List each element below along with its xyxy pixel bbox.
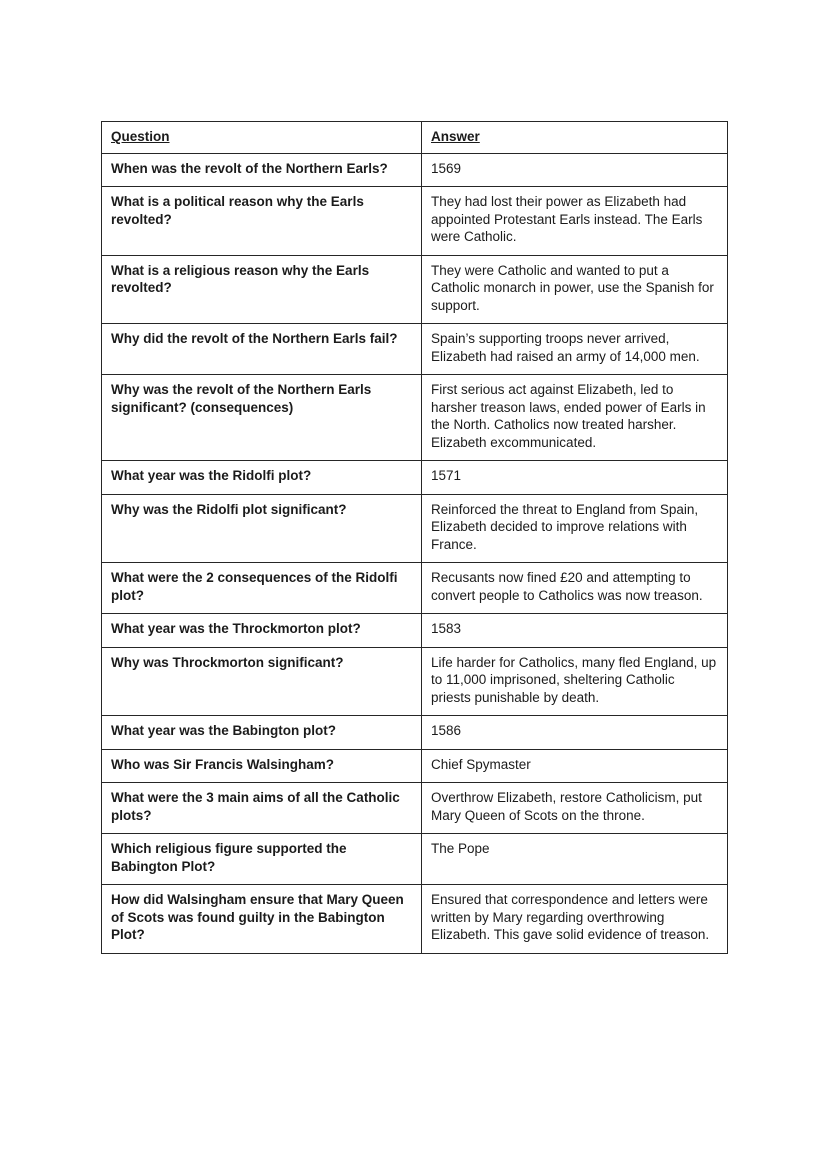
table-header-row (102, 122, 728, 154)
answer-cell: First serious act against Elizabeth, led to harsher treason laws, ended power of Earls in the North. Catholics now treated harsher. Elizabeth excommunicated. (422, 375, 728, 461)
question-cell: What year was the Babington plot? (102, 716, 422, 750)
question-cell: Which religious figure supported the Babington Plot? (102, 834, 422, 885)
question-cell: What is a political reason why the Earls revolted? (102, 187, 422, 256)
question-cell: What year was the Throckmorton plot? (102, 614, 422, 648)
table-row (102, 647, 728, 716)
answer-cell: Recusants now fined £20 and attempting to convert people to Catholics was now treason. (422, 563, 728, 614)
answer-cell: 1571 (422, 461, 728, 495)
table-row (102, 614, 728, 648)
table-row (102, 563, 728, 614)
answer-cell: Overthrow Elizabeth, restore Catholicism, put Mary Queen of Scots on the throne. (422, 783, 728, 834)
table-body (102, 153, 728, 953)
answer-cell: Spain’s supporting troops never arrived, Elizabeth had raised an army of 14,000 men. (422, 324, 728, 375)
table-row (102, 716, 728, 750)
answer-cell: Reinforced the threat to England from Spain, Elizabeth decided to improve relations with France. (422, 494, 728, 563)
table-row (102, 375, 728, 461)
answer-cell: The Pope (422, 834, 728, 885)
question-cell: Why was Throckmorton significant? (102, 647, 422, 716)
answer-cell: 1583 (422, 614, 728, 648)
answer-cell: They were Catholic and wanted to put a Catholic monarch in power, use the Spanish for support. (422, 255, 728, 324)
qa-table (101, 121, 728, 954)
column-header-answer: Answer (422, 122, 728, 154)
question-cell: What year was the Ridolfi plot? (102, 461, 422, 495)
question-cell: What were the 2 consequences of the Ridolfi plot? (102, 563, 422, 614)
table-row (102, 153, 728, 187)
question-cell: Why did the revolt of the Northern Earls fail? (102, 324, 422, 375)
answer-cell: Ensured that correspondence and letters were written by Mary regarding overthrowing Elizabeth. This gave solid evidence of treason. (422, 885, 728, 954)
question-cell: What is a religious reason why the Earls revolted? (102, 255, 422, 324)
table-row (102, 834, 728, 885)
table-row (102, 461, 728, 495)
column-header-question: Question (102, 122, 422, 154)
table-row (102, 255, 728, 324)
table-row (102, 187, 728, 256)
question-cell: How did Walsingham ensure that Mary Queen of Scots was found guilty in the Babington Plot? (102, 885, 422, 954)
table-row (102, 783, 728, 834)
answer-cell: 1586 (422, 716, 728, 750)
answer-cell: Life harder for Catholics, many fled England, up to 11,000 imprisoned, sheltering Catholic priests punishable by death. (422, 647, 728, 716)
answer-cell: They had lost their power as Elizabeth had appointed Protestant Earls instead. The Earls were Catholic. (422, 187, 728, 256)
question-cell: What were the 3 main aims of all the Catholic plots? (102, 783, 422, 834)
question-cell: Why was the revolt of the Northern Earls significant? (consequences) (102, 375, 422, 461)
table-row (102, 749, 728, 783)
table-row (102, 885, 728, 954)
table-row (102, 324, 728, 375)
answer-cell: 1569 (422, 153, 728, 187)
question-cell: Why was the Ridolfi plot significant? (102, 494, 422, 563)
answer-cell: Chief Spymaster (422, 749, 728, 783)
question-cell: Who was Sir Francis Walsingham? (102, 749, 422, 783)
question-cell: When was the revolt of the Northern Earls? (102, 153, 422, 187)
table-row (102, 494, 728, 563)
